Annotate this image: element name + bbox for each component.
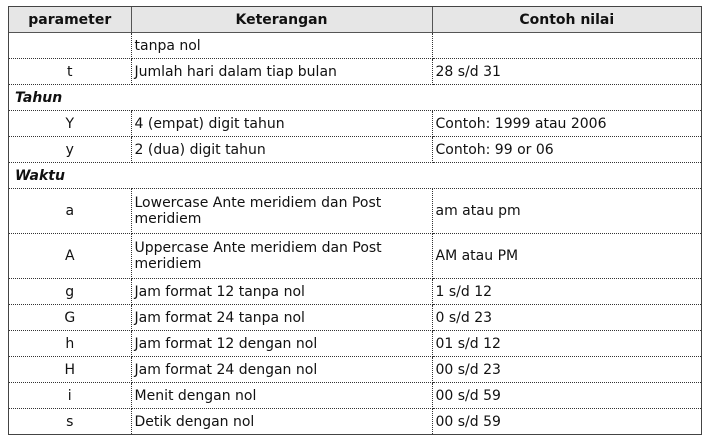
param-cell: t — [9, 59, 131, 85]
contoh-cell: 00 s/d 59 — [432, 383, 701, 409]
table-row — [9, 305, 701, 331]
section-row-waktu — [9, 163, 701, 189]
param-cell: A — [9, 234, 131, 279]
section-label-tahun: Tahun — [9, 85, 701, 111]
keterangan-cell: 4 (empat) digit tahun — [131, 111, 432, 137]
param-cell: h — [9, 331, 131, 357]
keterangan-cell: Lowercase Ante meridiem dan Post meridiem — [131, 189, 432, 234]
param-cell — [9, 33, 131, 59]
param-cell: Y — [9, 111, 131, 137]
keterangan-cell: Jam format 24 dengan nol — [131, 357, 432, 383]
contoh-cell: 0 s/d 23 — [432, 305, 701, 331]
date-format-table-container — [8, 6, 702, 435]
header-parameter: parameter — [9, 7, 131, 33]
keterangan-cell: 2 (dua) digit tahun — [131, 137, 432, 163]
contoh-cell: 00 s/d 59 — [435, 413, 501, 430]
contoh-cell — [432, 33, 701, 59]
contoh-cell: AM atau PM — [432, 234, 701, 279]
section-label-waktu: Waktu — [9, 163, 701, 189]
table-row — [9, 331, 701, 357]
keterangan-cell: Jam format 12 tanpa nol — [131, 279, 432, 305]
param-cell: H — [9, 357, 131, 383]
contoh-cell: 00 s/d 23 — [432, 357, 701, 383]
keterangan-cell: Detik dengan nol — [131, 409, 432, 435]
param-cell: i — [9, 383, 131, 409]
header-keterangan: Keterangan — [131, 7, 432, 33]
param-cell: y — [9, 137, 131, 163]
contoh-cell: 28 s/d 31 — [432, 59, 701, 85]
keterangan-cell: Uppercase Ante meridiem dan Post meridiem — [131, 234, 432, 279]
contoh-cell: 01 s/d 12 — [432, 331, 701, 357]
keterangan-cell: Jam format 24 tanpa nol — [131, 305, 432, 331]
header-contoh: Contoh nilai — [432, 7, 701, 33]
table-row — [9, 383, 701, 409]
table-row — [9, 137, 701, 163]
param-cell: s — [9, 409, 131, 435]
keterangan-cell: Menit dengan nol — [131, 383, 432, 409]
param-cell: g — [9, 279, 131, 305]
section-row-tahun — [9, 85, 701, 111]
param-cell: a — [9, 189, 131, 234]
param-cell: G — [9, 305, 131, 331]
keterangan-cell: tanpa nol — [131, 33, 432, 59]
table-row — [9, 279, 701, 305]
keterangan-cell: Jam format 12 dengan nol — [131, 331, 432, 357]
keterangan-cell: Jumlah hari dalam tiap bulan — [131, 59, 432, 85]
table-row — [9, 234, 701, 279]
table-row — [9, 189, 701, 234]
table-row — [9, 409, 701, 435]
date-format-table — [9, 7, 701, 434]
contoh-cell: Contoh: 1999 atau 2006 — [432, 111, 701, 137]
contoh-cell: 1 s/d 12 — [432, 279, 701, 305]
table-row — [9, 33, 701, 59]
table-row — [9, 111, 701, 137]
header-row — [9, 7, 701, 33]
table-row — [9, 59, 701, 85]
contoh-cell: am atau pm — [432, 189, 701, 234]
contoh-cell: Contoh: 99 or 06 — [432, 137, 701, 163]
table-row — [9, 357, 701, 383]
